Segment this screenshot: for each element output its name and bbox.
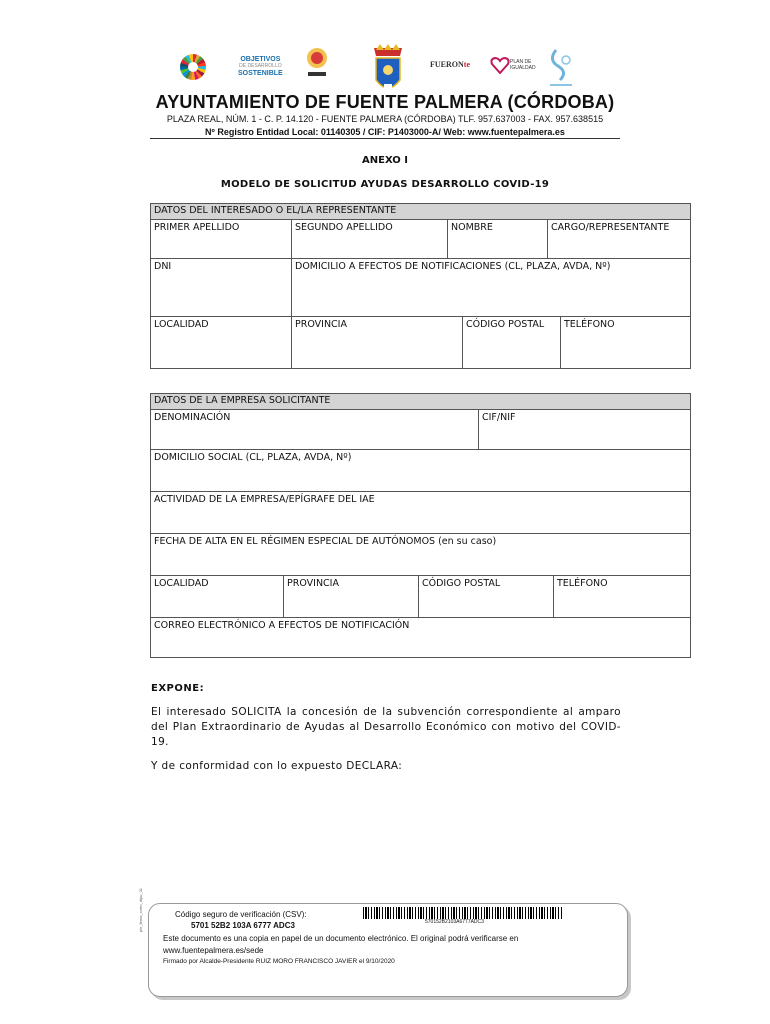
address-line: PLAZA REAL, NÚM. 1 - C. P. 14.120 - FUENTE PALMERA (CÓRDOBA) TLF. 957.637003 - FAX. 957.638515 [166, 114, 604, 124]
declara-paragraph: Y de conformidad con lo expuesto DECLARA: [151, 760, 403, 772]
primer-apellido-field[interactable]: PRIMER APELLIDO [151, 220, 292, 259]
heart-icon [490, 56, 510, 74]
telefono-field[interactable]: TELÉFONO [561, 317, 691, 369]
sdg-wheel-logo [180, 54, 206, 80]
domicilio-field[interactable]: DOMICILIO A EFECTOS DE NOTIFICACIONES (CL, PLAZA, AVDA, Nº) [292, 259, 691, 317]
verification-description: Este documento es una copia en papel de un documento electrónico. El original podrá verificarse en www.fuentepalmera.es/sede [163, 934, 519, 955]
header-logos [180, 44, 600, 92]
empresa-telefono-field[interactable]: TELÉFONO [554, 576, 691, 618]
page-title: AYUNTAMIENTO DE FUENTE PALMERA (CÓRDOBA) [155, 92, 615, 112]
agenda-2030-logo [302, 46, 332, 82]
verification-box [148, 903, 628, 997]
localidad-field[interactable]: LOCALIDAD [151, 317, 292, 369]
domicilio-social-field[interactable]: DOMICILIO SOCIAL (CL, PLAZA, AVDA, Nº) [151, 450, 691, 492]
applicant-section-header: DATOS DEL INTERESADO O EL/LA REPRESENTANTE [151, 204, 691, 220]
nombre-field[interactable]: NOMBRE [448, 220, 548, 259]
csv-code: 5701 52B2 103A 6777 ADC3 [191, 921, 295, 930]
expone-heading: EXPONE: [151, 683, 205, 694]
plan-line1: PLAN DE [510, 59, 532, 65]
municipal-crest-logo [368, 44, 408, 96]
expone-paragraph: El interesado SOLICITA la concesión de la subvención correspondiente al amparo del Plan Extraordinario de Ayudas al Desarrollo Económico con motivo del COVID-19. [151, 706, 621, 748]
fueron-logo: FUERONte [430, 60, 470, 69]
codigo-postal-field[interactable]: CÓDIGO POSTAL [463, 317, 561, 369]
form-title: MODELO DE SOLICITUD AYUDAS DESARROLLO COVID-19 [220, 179, 550, 190]
dni-field[interactable]: DNI [151, 259, 292, 317]
fecha-alta-field[interactable]: FECHA DE ALTA EN EL RÉGIMEN ESPECIAL DE AUTÓNOMOS (en su caso) [151, 534, 691, 576]
cargo-field[interactable]: CARGO/REPRESENTANTE [548, 220, 691, 259]
header-divider [150, 138, 620, 139]
correo-field[interactable]: CORREO ELECTRÓNICO A EFECTOS DE NOTIFICACIÓN [151, 618, 691, 658]
ods-logo [238, 56, 283, 77]
fatima-logo [544, 46, 578, 90]
csv-label: Código seguro de verificación (CSV): [175, 910, 307, 919]
annex-heading: ANEXO I [362, 155, 408, 166]
plan-igualdad-logo [490, 56, 534, 76]
cif-field[interactable]: CIF/NIF [479, 410, 691, 450]
segundo-apellido-field[interactable]: SEGUNDO APELLIDO [292, 220, 448, 259]
company-section-header: DATOS DE LA EMPRESA SOLICITANTE [151, 394, 691, 410]
provincia-field[interactable]: PROVINCIA [292, 317, 463, 369]
ods-line1: OBJETIVOS [240, 56, 281, 63]
empresa-localidad-field[interactable]: LOCALIDAD [151, 576, 284, 618]
company-data-table [150, 393, 691, 658]
empresa-provincia-field[interactable]: PROVINCIA [284, 576, 419, 618]
actividad-field[interactable]: ACTIVIDAD DE LA EMPRESA/EPÍGRAFE DEL IAE [151, 492, 691, 534]
barcode-text: 570152B2103A6777ADC3 [425, 919, 484, 925]
ods-line3: SOSTENIBLE [238, 70, 283, 77]
side-note: pie_firma_corto_dipu_01 [138, 887, 143, 932]
barcode-icon [363, 907, 563, 919]
plan-line2: IGUALDAD [510, 65, 536, 71]
registry-line: Nº Registro Entidad Local: 01140305 / CIF: P1403000-A/ Web: www.fuentepalmera.es [205, 127, 565, 137]
denominacion-field[interactable]: DENOMINACIÓN [151, 410, 479, 450]
empresa-codigo-postal-field[interactable]: CÓDIGO POSTAL [419, 576, 554, 618]
applicant-data-table [150, 203, 691, 369]
ods-line2: DE DESARROLLO [239, 63, 282, 69]
signature-line: Firmado por Alcalde-Presidente RUIZ MORO FRANCISCO JAVIER el 9/10/2020 [163, 958, 395, 965]
